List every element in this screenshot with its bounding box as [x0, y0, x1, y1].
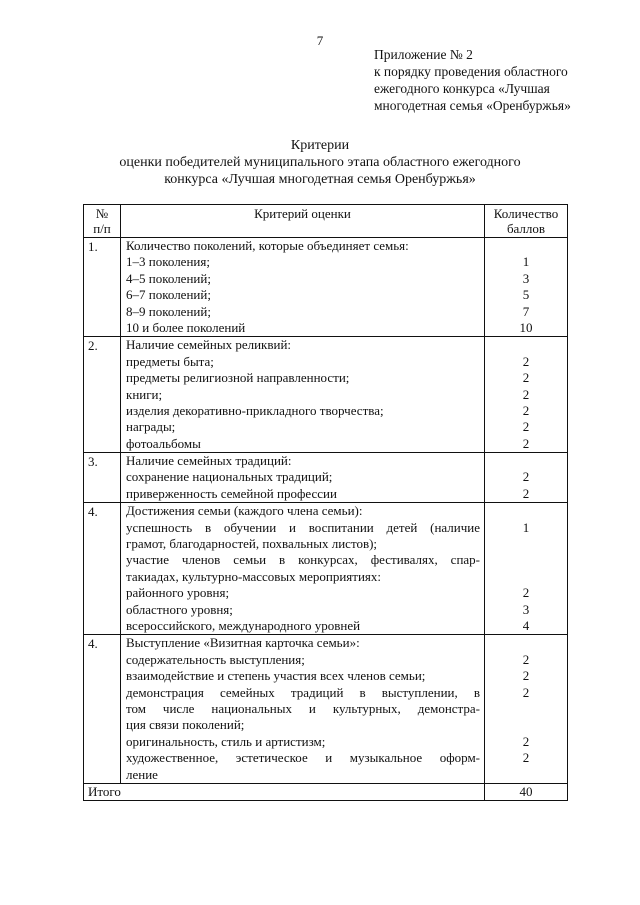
criterion-line: ление — [126, 766, 158, 782]
table-row — [84, 503, 568, 635]
criterion-line: Количество поколений, которые объединяет семья: — [126, 238, 409, 253]
criterion-line: изделия декоративно-прикладного творчества; — [126, 402, 384, 418]
criterion-line: районного уровня; — [126, 585, 230, 601]
score-value — [485, 337, 567, 353]
row-criterion — [121, 238, 485, 337]
score-value: 2 — [522, 435, 530, 451]
criterion-line: книги; — [126, 386, 163, 402]
score-value: 2 — [522, 585, 530, 601]
score-value: 2 — [522, 651, 530, 667]
score-value — [485, 767, 567, 783]
row-criterion — [121, 337, 485, 453]
total-label: Итого — [84, 783, 485, 800]
criterion-line: участие членов семьи в конкурсах, фестивалях, спар- — [126, 552, 480, 568]
appendix-line: Приложение № 2 — [374, 47, 473, 62]
criterion-line: предметы быта; — [126, 353, 214, 369]
criterion-line: художественное, эстетическое и музыкальное оформ- — [126, 750, 480, 766]
heading-title: Критерии — [290, 138, 350, 153]
header-score-line: Количество — [493, 206, 559, 221]
score-value: 2 — [522, 485, 530, 501]
score-value — [485, 536, 567, 552]
score-value: 5 — [522, 287, 530, 303]
criterion-line: 6–7 поколений; — [126, 287, 211, 303]
criterion-line: том числе национальных и культурных, демонстра- — [126, 700, 480, 716]
criterion-line: приверженность семейной профессии — [126, 485, 337, 501]
score-value: 2 — [522, 386, 530, 402]
row-number: 1. — [84, 238, 121, 337]
score-value — [485, 552, 567, 568]
criterion-line: сохранение национальных традиций; — [126, 469, 333, 485]
score-value: 2 — [522, 750, 530, 766]
header-number-line: № — [95, 206, 109, 221]
score-value: 2 — [522, 370, 530, 386]
row-scores — [485, 453, 568, 503]
criterion-line: Наличие семейных реликвий: — [126, 337, 292, 353]
score-value: 2 — [522, 733, 530, 749]
score-value: 2 — [522, 402, 530, 418]
row-scores — [485, 337, 568, 453]
criterion-line: такиадах, культурно-массовых мероприятиях: — [126, 568, 382, 584]
header-score — [485, 205, 568, 238]
criterion-line: 1–3 поколения; — [126, 254, 210, 270]
score-value: 2 — [522, 469, 530, 485]
criterion-line: Наличие семейных традиций: — [126, 453, 292, 469]
criterion-line: демонстрация семейных традиций в выступлении, в — [126, 684, 480, 700]
heading-subtitle: конкурса «Лучшая многодетная семья Оренбуржья» — [164, 172, 476, 187]
row-criterion — [121, 503, 485, 635]
total-value: 40 — [485, 783, 568, 800]
score-value — [485, 717, 567, 733]
criterion-line: награды; — [126, 419, 176, 435]
document-heading — [0, 137, 640, 188]
criterion-line: предметы религиозной направленности; — [126, 370, 350, 386]
criterion-line: всероссийского, международного уровней — [126, 617, 361, 633]
score-value: 2 — [522, 419, 530, 435]
score-value: 4 — [522, 617, 530, 633]
row-number: 4. — [84, 635, 121, 784]
criterion-line: ция связи поколений; — [126, 717, 245, 733]
score-value — [485, 635, 567, 651]
row-scores — [485, 238, 568, 337]
criterion-line: 8–9 поколений; — [126, 303, 211, 319]
appendix-line: к порядку проведения областного — [374, 64, 568, 79]
row-criterion — [121, 635, 485, 784]
row-number: 4. — [84, 503, 121, 635]
heading-subtitle: оценки победителей муниципального этапа областного ежегодного — [119, 155, 521, 170]
row-number: 3. — [84, 453, 121, 503]
header-number-line: п/п — [93, 221, 111, 236]
criterion-line: взаимодействие и степень участия всех членов семьи; — [126, 668, 426, 684]
header-criterion: Критерий оценки — [121, 205, 485, 238]
table-row — [84, 453, 568, 503]
criterion-line: областного уровня; — [126, 601, 233, 617]
header-score-line: баллов — [506, 221, 546, 236]
score-value — [485, 569, 567, 585]
row-scores — [485, 635, 568, 784]
score-value: 3 — [522, 270, 530, 286]
appendix-line: ежегодного конкурса «Лучшая — [374, 81, 550, 96]
total-row — [84, 783, 568, 800]
appendix-line: многодетная семья «Оренбуржья» — [374, 98, 571, 113]
table-row — [84, 337, 568, 453]
page-number: 7 — [316, 33, 324, 48]
row-criterion — [121, 453, 485, 503]
criterion-line: 10 и более поколений — [126, 319, 246, 335]
criterion-line: содержательность выступления; — [126, 651, 305, 667]
row-number: 2. — [84, 337, 121, 453]
criterion-line: Выступление «Визитная карточка семьи»: — [126, 635, 360, 651]
table-header-row — [84, 205, 568, 238]
score-value: 1 — [522, 254, 530, 270]
criterion-line: успешность в обучении и воспитании детей (наличие — [126, 519, 480, 535]
criteria-table — [83, 204, 568, 801]
row-scores — [485, 503, 568, 635]
criterion-line: грамот, благодарностей, похвальных листов); — [126, 536, 378, 552]
score-value: 10 — [519, 319, 533, 335]
table-row — [84, 238, 568, 337]
score-value: 2 — [522, 684, 530, 700]
table-row — [84, 635, 568, 784]
score-value: 3 — [522, 601, 530, 617]
score-value — [485, 503, 567, 519]
appendix-note — [374, 46, 624, 114]
header-number — [84, 205, 121, 238]
score-value — [485, 701, 567, 717]
criterion-line: 4–5 поколений; — [126, 270, 211, 286]
score-value: 2 — [522, 668, 530, 684]
criterion-line: оригинальность, стиль и артистизм; — [126, 733, 326, 749]
score-value — [485, 238, 567, 254]
score-value — [485, 453, 567, 469]
criterion-line: Достижения семьи (каждого члена семьи): — [126, 503, 363, 519]
score-value: 2 — [522, 353, 530, 369]
score-value: 1 — [522, 519, 530, 535]
score-value: 7 — [522, 303, 530, 319]
criterion-line: фотоальбомы — [126, 435, 201, 451]
